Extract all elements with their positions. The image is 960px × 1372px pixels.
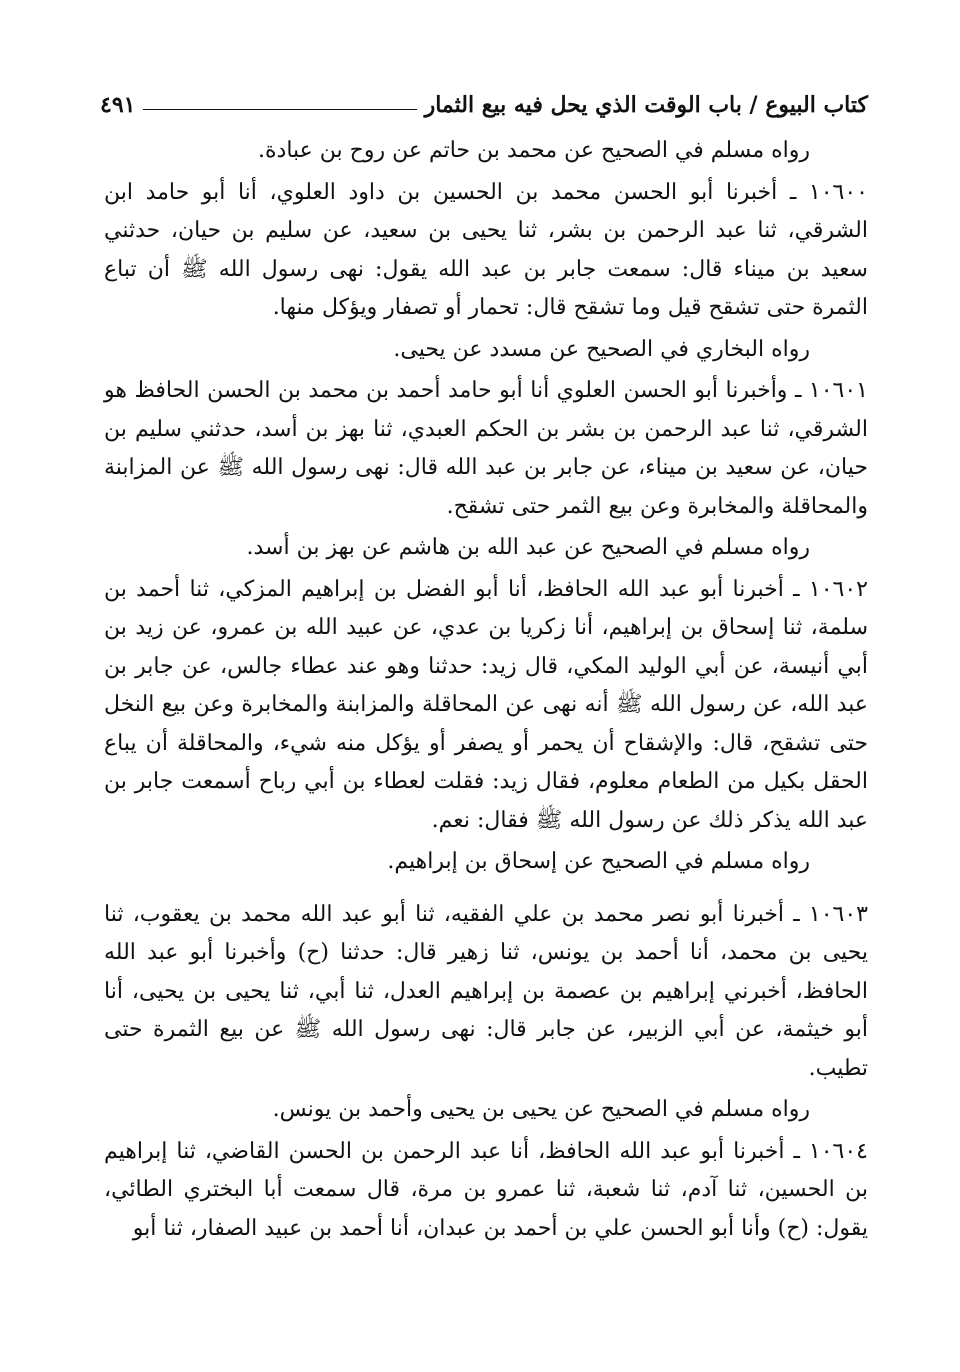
page-body <box>104 132 868 1248</box>
source-note: رواه مسلم في الصحيح عن عبد الله بن هاشم عن بهز بن أسد. <box>246 535 810 560</box>
hadith-number: ١٠٦٠١ <box>808 378 868 403</box>
hadith-entry <box>104 372 868 526</box>
header-title: كتاب البيوع / باب الوقت الذي يحل فيه بيع الثمار <box>424 92 868 118</box>
source-note: رواه مسلم في الصحيح عن إسحاق بن إبراهيم. <box>387 849 810 874</box>
source-note: رواه مسلم في الصحيح عن محمد بن حاتم عن روح بن عبادة. <box>258 138 810 163</box>
hadith-number: ١٠٦٠٢ <box>808 576 868 602</box>
hadith-text: ـ أخبرنا أبو عبد الله الحافظ، أنا عبد الرحمن بن الحسن القاضي، ثنا إبراهيم بن الحسين، ثنا آدم، ثنا شعبة، ثنا عمرو بن مرة، قال سمعت أبا البختري الطائي، يقول: (ح) وأنا أبو الحسن علي بن أحمد بن عبدان، أنا أحمد بن عبيد الصفار، ثنا أبو <box>104 1138 868 1241</box>
hadith-entry <box>104 1133 868 1249</box>
hadith-entry <box>104 896 868 1089</box>
source-note: رواه مسلم في الصحيح عن يحيى بن يحيى وأحمد بن يونس. <box>272 1097 810 1122</box>
hadith-number: ١٠٦٠٠ <box>808 179 868 205</box>
hadith-text: ـ أخبرنا أبو الحسن محمد بن الحسين بن داود العلوي، أنا أبو حامد ابن الشرقي، ثنا عبد الرحمن بن بشر، ثنا يحيى بن سعيد، عن سليم بن حيان، حدثني سعيد بن ميناء قال: سمعت جابر بن عبد الله يقول: نهى رسول الله ﷺ أن تباع الثمرة حتى تشقح قيل وما تشقح قال: تحمار أو تصفار ويؤكل منها. <box>104 179 868 320</box>
running-header <box>100 78 868 118</box>
hadith-text: ـ أخبرنا أبو عبد الله الحافظ، أنا أبو الفضل بن إبراهيم المزكي، ثنا أحمد بن سلمة، ثنا إسحاق بن إبراهيم، أنا زكريا بن عدي، عن عبيد الله بن عمرو، عن زيد بن أبي أنيسة، عن أبي الوليد المكي، قال زيد: حدثنا وهو عند عطاء جالس، عن جابر بن عبد الله، عن رسول الله ﷺ أنه نهى عن المحاقلة والمزابنة والمخابرة وعن بيع النخل حتى تشقح، قال: والإشقاح أن يحمر أو يصفر أو يؤكل منه شيء، والمحاقلة أن يباع الحقل بكيل من الطعام معلوم، فقال زيد: فقلت لعطاء بن أبي رباح أسمعت جابر بن عبد الله يذكر ذلك عن رسول الله ﷺ فقال: نعم. <box>104 576 868 833</box>
source-note: رواه البخاري في الصحيح عن مسدد عن يحيى. <box>393 336 810 362</box>
hadith-text: ـ وأخبرنا أبو الحسن العلوي أنا أبو حامد أحمد بن محمد بن الحسن الحافظ هو الشرقي، ثنا عبد الرحمن بن بشر بن الحكم العبدي، ثنا بهز بن أسد، حدثني سليم بن حيان، عن سعيد بن ميناء، عن جابر بن عبد الله قال: نهى رسول الله ﷺ عن المزابنة والمحاقلة والمخابرة وعن بيع الثمر حتى تشقح. <box>104 378 868 519</box>
header-rule <box>143 109 416 110</box>
hadith-number: ١٠٦٠٤ <box>808 1138 868 1164</box>
hadith-entry <box>104 571 868 841</box>
hadith-number: ١٠٦٠٣ <box>808 901 868 927</box>
hadith-entry <box>104 174 868 328</box>
hadith-text: ـ أخبرنا أبو نصر محمد بن علي الفقيه، ثنا أبو عبد الله محمد بن يعقوب، ثنا يحيى بن محمد، أنا أحمد بن يونس، ثنا زهير قال: حدثنا (ح) وأخبرنا أبو عبد الله الحافظ، أخبرني إبراهيم بن عصمة بن إبراهيم العدل، ثنا أبي، ثنا يحيى بن يحيى، أنا أبو خيثمة، عن أبي الزبير، عن جابر قال: نهى رسول الله ﷺ عن بيع الثمرة حتى تطيب. <box>104 901 868 1081</box>
page-number: ٤٩١ <box>100 92 136 118</box>
